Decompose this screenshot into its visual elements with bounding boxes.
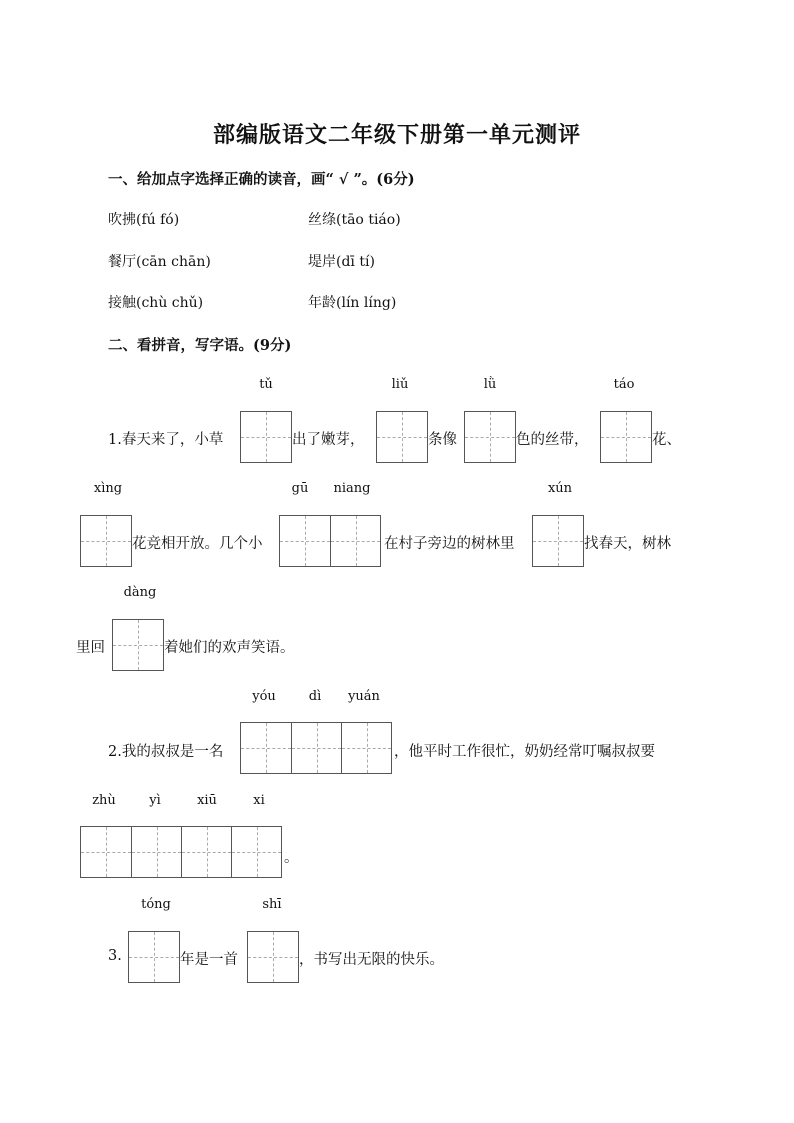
question-text: 2.我的叔叔是一名: [108, 744, 224, 760]
pinyin-label: shī: [262, 897, 282, 912]
question-text: ，他平时工作很忙，奶奶经常叮嘱叔叔要: [394, 744, 655, 760]
choice-item[interactable]: 堤岸(dī tí): [308, 254, 375, 270]
question-text: 1.春天来了，小草: [108, 432, 224, 448]
writing-box[interactable]: [128, 931, 180, 983]
section2-heading: 二、看拼音，写字语。(9分): [108, 337, 292, 354]
pinyin-label: tóng: [141, 897, 171, 912]
choice-item[interactable]: 丝绦(tāo tiáo): [308, 212, 401, 228]
writing-box[interactable]: [112, 619, 164, 671]
pinyin-label: dì: [308, 689, 322, 704]
pinyin-label: tǔ: [259, 377, 273, 392]
question-text: 色的丝带，: [516, 432, 589, 448]
pinyin-label: xìng: [93, 481, 123, 496]
pinyin-label: yì: [149, 793, 161, 808]
question-text: 里回: [76, 640, 105, 656]
question-text: 找春天，树林: [584, 536, 671, 552]
choice-item[interactable]: 吹拂(fú fó): [108, 212, 180, 228]
page-title: 部编版语文二年级下册第一单元测评: [212, 122, 581, 148]
pinyin-label: táo: [613, 377, 635, 392]
pinyin-label: xi: [253, 793, 265, 808]
choice-item[interactable]: 餐厅(cān chān): [108, 254, 211, 270]
pinyin-label: yóu: [252, 689, 276, 704]
question-text: 。: [284, 850, 299, 866]
pinyin-label: xún: [547, 481, 573, 496]
writing-box[interactable]: [240, 411, 292, 463]
question-text: 出了嫩芽，: [292, 432, 365, 448]
pinyin-label: zhù: [92, 793, 116, 808]
writing-box[interactable]: [376, 411, 428, 463]
question-text: ，书写出无限的快乐。: [299, 952, 444, 968]
pinyin-label: niang: [333, 481, 371, 496]
writing-box[interactable]: [80, 826, 282, 878]
writing-box[interactable]: [464, 411, 516, 463]
pinyin-label: liǔ: [391, 377, 409, 392]
question-text: 在村子旁边的树林里: [384, 536, 515, 552]
writing-box[interactable]: [240, 722, 392, 774]
question-text: 花、: [652, 432, 681, 448]
question-text: 着她们的欢声笑语。: [164, 640, 295, 656]
question-text: 花竞相开放。几个小: [132, 536, 263, 552]
pinyin-label: gū: [291, 481, 309, 496]
pinyin-label: lǜ: [483, 377, 497, 392]
writing-box[interactable]: [247, 931, 299, 983]
writing-box[interactable]: [532, 515, 584, 567]
question-text: 年是一首: [180, 952, 238, 968]
question-text: 条像: [428, 432, 457, 448]
writing-box[interactable]: [600, 411, 652, 463]
question-text: 3.: [108, 948, 122, 964]
writing-box[interactable]: [279, 515, 381, 567]
pinyin-label: yuán: [348, 689, 380, 704]
choice-item[interactable]: 年龄(lín líng): [308, 295, 397, 311]
section1-heading: 一、给加点字选择正确的读音，画“ √ ”。(6分): [108, 171, 415, 188]
choice-item[interactable]: 接触(chù chǔ): [108, 295, 204, 311]
pinyin-label: dàng: [123, 585, 157, 600]
pinyin-label: xiū: [197, 793, 217, 808]
writing-box[interactable]: [80, 515, 132, 567]
